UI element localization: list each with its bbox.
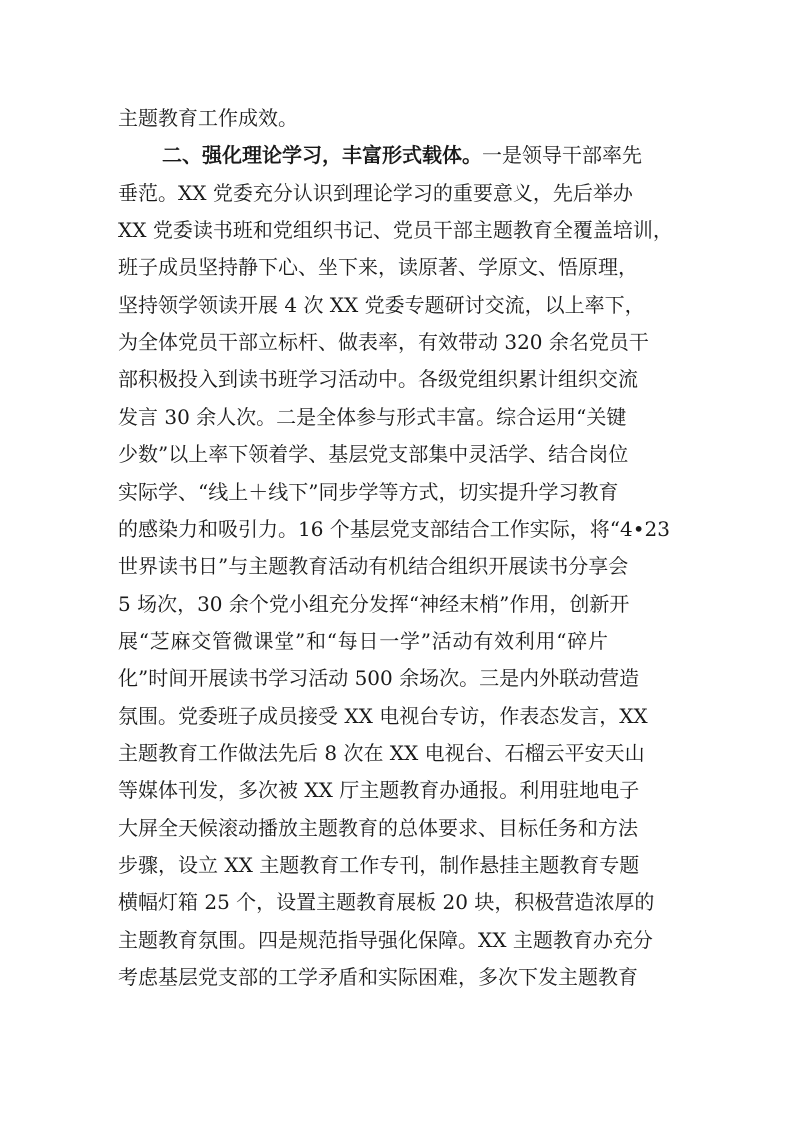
line-text: 少数”以上率下领着学、基层党支部集中灵活学、结合岗位 bbox=[118, 442, 629, 467]
line-text: 为全体党员干部立标杆、做表率，有效带动 320 余名党员干 bbox=[118, 330, 649, 355]
line-text: 大屏全天候滚动播放主题教育的总体要求、目标任务和方法 bbox=[118, 815, 638, 840]
text-line bbox=[118, 813, 638, 843]
section-heading-line bbox=[162, 140, 642, 170]
text-line bbox=[118, 701, 648, 731]
line-text: XX 党委读书班和党组织书记、党员干部主题教育全覆盖培训， bbox=[118, 218, 673, 243]
line-text: 主题教育工作成效。 bbox=[118, 106, 298, 130]
text-line bbox=[118, 962, 638, 992]
line-text: 实际学、“线上＋线下”同步学等方式，切实提升学习教育 bbox=[118, 479, 619, 504]
text-line bbox=[118, 663, 640, 693]
text-line bbox=[118, 887, 655, 917]
line-text: 考虑基层党支部的工学矛盾和实际困难，多次下发主题教育 bbox=[118, 965, 638, 990]
line-text: 氛围。党委班子成员接受 XX 电视台专访，作表态发言，XX bbox=[118, 703, 648, 728]
text-line bbox=[118, 402, 627, 432]
text-line bbox=[118, 215, 673, 245]
line-text: 主题教育氛围。四是规范指导强化保障。XX 主题教育办充分 bbox=[118, 927, 653, 952]
line-text: 的感染力和吸引力。16 个基层党支部结合工作实际，将“4•23 bbox=[118, 516, 671, 541]
line-text: 坚持领学领读开展 4 次 XX 党委专题研讨交流，以上率下， bbox=[118, 292, 645, 317]
line-text: 等媒体刊发，多次被 XX 厅主题教育办通报。利用驻地电子 bbox=[118, 778, 640, 803]
line-text: 发言 30 余人次。二是全体参与形式丰富。综合运用“关键 bbox=[118, 404, 627, 429]
text-line bbox=[118, 252, 638, 282]
text-line bbox=[118, 477, 619, 507]
line-text: 一是领导干部率先 bbox=[482, 143, 642, 168]
text-line bbox=[118, 775, 640, 805]
text-line bbox=[118, 514, 671, 544]
text-line bbox=[118, 327, 649, 357]
text-line bbox=[118, 364, 638, 394]
line-text: 化”时间开展读书学习活动 500 余场次。三是内外联动营造 bbox=[118, 666, 640, 691]
line-text: 垂范。XX 党委充分认识到理论学习的重要意义，先后举办 bbox=[118, 180, 633, 205]
text-line bbox=[118, 551, 629, 581]
line-text: 展“芝麻交管微课堂”和“每日一学”活动有效利用“碎片 bbox=[118, 628, 608, 653]
text-line bbox=[118, 103, 608, 133]
text-line bbox=[118, 925, 653, 955]
line-text: 5 场次，30 余个党小组充分发挥“神经末梢”作用，创新开 bbox=[118, 591, 630, 616]
text-line bbox=[118, 589, 630, 619]
line-text: 主题教育工作做法先后 8 次在 XX 电视台、石榴云平安天山 bbox=[118, 740, 645, 765]
text-line bbox=[118, 178, 633, 208]
section-heading: 二、强化理论学习，丰富形式载体。 bbox=[162, 143, 482, 168]
line-text: 世界读书日”与主题教育活动有机结合组织开展读书分享会 bbox=[118, 554, 629, 579]
text-line bbox=[118, 439, 629, 469]
text-line bbox=[118, 626, 608, 656]
text-line bbox=[118, 850, 640, 880]
text-line bbox=[118, 738, 645, 768]
text-line bbox=[118, 290, 645, 320]
line-text: 班子成员坚持静下心、坐下来，读原著、学原文、悟原理， bbox=[118, 255, 638, 280]
line-text: 横幅灯箱 25 个，设置主题教育展板 20 块，积极营造浓厚的 bbox=[118, 890, 655, 915]
line-text: 部积极投入到读书班学习活动中。各级党组织累计组织交流 bbox=[118, 367, 638, 392]
line-text: 步骤，设立 XX 主题教育工作专刊，制作悬挂主题教育专题 bbox=[118, 853, 640, 877]
